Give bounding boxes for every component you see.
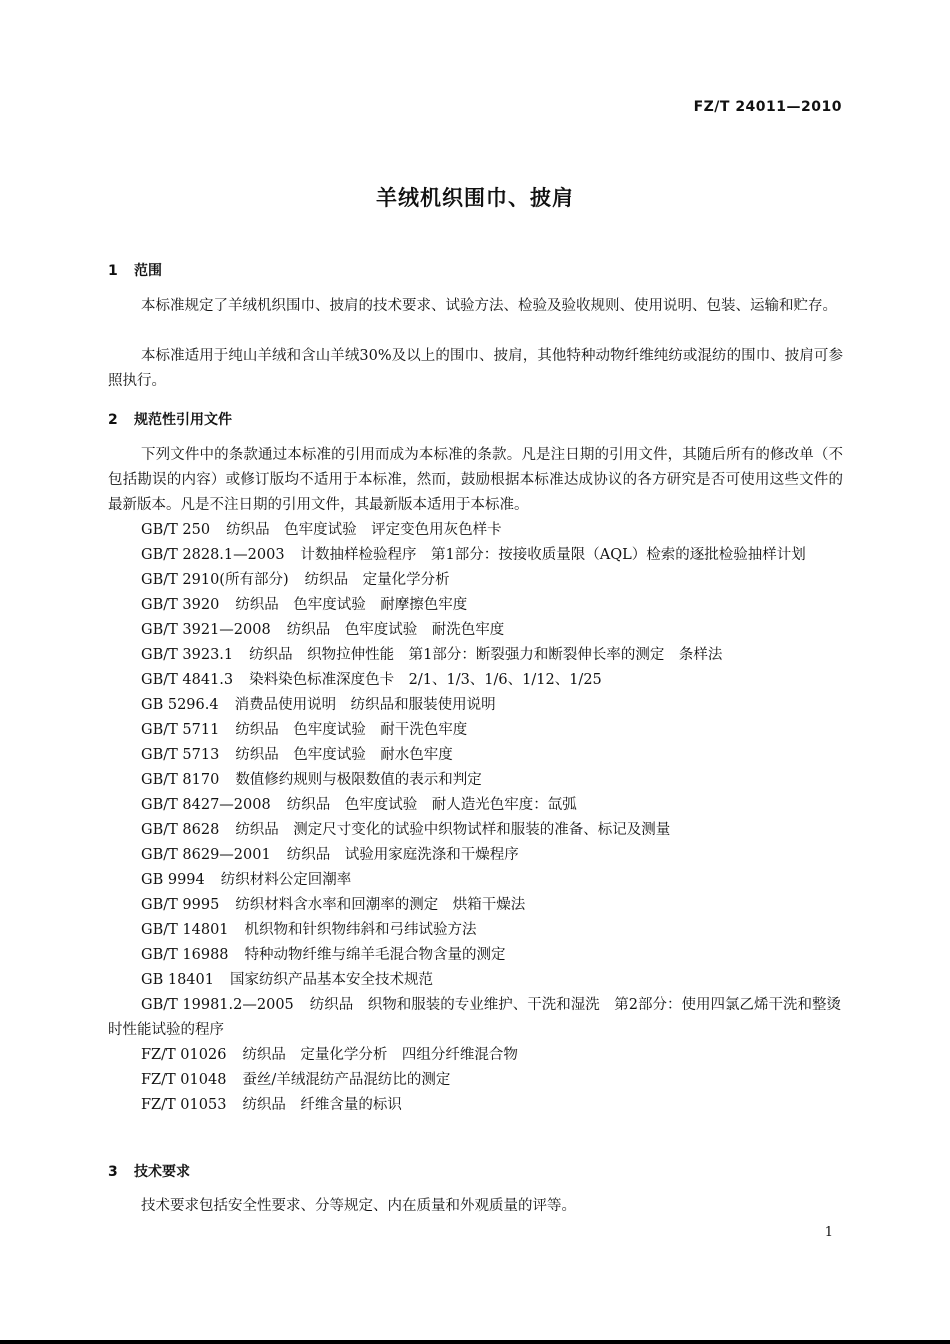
standard-code: FZ/T 24011—2010 bbox=[693, 99, 842, 115]
reference-code: FZ/T 01026 bbox=[141, 1047, 227, 1063]
reference-title: 纺织品 纤维含量的标识 bbox=[242, 1097, 402, 1113]
reference-title: 纺织品 定量化学分析 bbox=[304, 572, 450, 588]
reference-title: 计数抽样检验程序 第1部分：按接收质量限（AQL）检索的逐批检验抽样计划 bbox=[300, 547, 806, 563]
reference-title: 染料染色标准深度色卡 2/1、1/3、1/6、1/12、1/25 bbox=[249, 672, 602, 688]
paragraph: 技术要求包括安全性要求、分等规定、内在质量和外观质量的评等。 bbox=[141, 1198, 576, 1214]
reference-item bbox=[108, 718, 843, 743]
reference-title: 国家纺织产品基本安全技术规范 bbox=[229, 972, 433, 988]
section-1-heading bbox=[108, 260, 162, 280]
reference-code: GB/T 14801 bbox=[141, 922, 229, 938]
reference-title: 消费品使用说明 纺织品和服装使用说明 bbox=[234, 697, 496, 713]
reference-item bbox=[108, 1093, 843, 1118]
reference-item bbox=[108, 543, 843, 568]
paragraph: 下列文件中的条款通过本标准的引用而成为本标准的条款。凡是注日期的引用文件，其随后所有的修改单（不包括勘误的内容）或修订版均不适用于本标准，然而，鼓励根据本标准达成协议的各方研究是否可使用这些文件的最新版本。凡是不注日期的引用文件，其最新版本适用于本标准。 bbox=[108, 447, 843, 513]
reference-title: 纺织品 色牢度试验 耐人造光色牢度：氙弧 bbox=[286, 797, 577, 813]
reference-code: GB/T 3920 bbox=[141, 597, 220, 613]
reference-item bbox=[108, 693, 843, 718]
reference-title: 纺织品 色牢度试验 评定变色用灰色样卡 bbox=[226, 522, 502, 538]
reference-item bbox=[108, 668, 843, 693]
section-number: 1 bbox=[108, 263, 118, 279]
reference-code: GB/T 250 bbox=[141, 522, 211, 538]
reference-title: 纺织品 色牢度试验 耐摩擦色牢度 bbox=[235, 597, 468, 613]
reference-title: 数值修约规则与极限数值的表示和判定 bbox=[235, 772, 482, 788]
reference-code: GB/T 19981.2—2005 bbox=[141, 997, 294, 1013]
section-title: 规范性引用文件 bbox=[134, 412, 232, 428]
reference-title: 纺织品 色牢度试验 耐水色牢度 bbox=[235, 747, 453, 763]
reference-item bbox=[108, 793, 843, 818]
reference-code: GB/T 5713 bbox=[141, 747, 220, 763]
reference-item bbox=[108, 893, 843, 918]
reference-code: GB/T 4841.3 bbox=[141, 672, 234, 688]
reference-item bbox=[108, 643, 843, 668]
reference-code: GB/T 9995 bbox=[141, 897, 220, 913]
reference-code: GB/T 2828.1—2003 bbox=[141, 547, 285, 563]
reference-title: 纺织品 定量化学分析 四组分纤维混合物 bbox=[242, 1047, 518, 1063]
reference-code: GB 18401 bbox=[141, 972, 214, 988]
reference-title: 纺织材料公定回潮率 bbox=[220, 872, 352, 888]
reference-item bbox=[108, 568, 843, 593]
reference-item bbox=[108, 818, 843, 843]
reference-code: GB/T 8170 bbox=[141, 772, 220, 788]
reference-item bbox=[108, 593, 843, 618]
reference-item bbox=[108, 768, 843, 793]
reference-code: GB/T 16988 bbox=[141, 947, 229, 963]
document-title: 羊绒机织围巾、披肩 bbox=[376, 186, 574, 210]
reference-code: GB/T 2910(所有部分) bbox=[141, 572, 289, 588]
section-3-heading bbox=[108, 1161, 190, 1181]
reference-title: 纺织品 试验用家庭洗涤和干燥程序 bbox=[286, 847, 519, 863]
reference-item bbox=[108, 843, 843, 868]
reference-code: GB/T 8629—2001 bbox=[141, 847, 271, 863]
reference-title: 纺织品 织物拉伸性能 第1部分：断裂强力和断裂伸长率的测定 条样法 bbox=[249, 647, 723, 663]
reference-item bbox=[108, 1068, 843, 1093]
reference-code: GB 5296.4 bbox=[141, 697, 219, 713]
section-2-heading bbox=[108, 409, 232, 429]
reference-item bbox=[108, 868, 843, 893]
reference-code: GB 9994 bbox=[141, 872, 205, 888]
section-number: 3 bbox=[108, 1164, 118, 1180]
reference-item bbox=[108, 943, 843, 968]
reference-title: 特种动物纤维与绵羊毛混合物含量的测定 bbox=[244, 947, 506, 963]
reference-title: 纺织品 测定尺寸变化的试验中织物试样和服装的准备、标记及测量 bbox=[235, 822, 671, 838]
reference-code: GB/T 5711 bbox=[141, 722, 220, 738]
reference-item bbox=[108, 993, 843, 1043]
reference-title: 纺织品 色牢度试验 耐干洗色牢度 bbox=[235, 722, 468, 738]
reference-code: GB/T 8427—2008 bbox=[141, 797, 271, 813]
reference-item bbox=[108, 968, 843, 993]
reference-code: FZ/T 01053 bbox=[141, 1097, 227, 1113]
reference-code: GB/T 3921—2008 bbox=[141, 622, 271, 638]
page-number: 1 bbox=[824, 1225, 833, 1240]
section-number: 2 bbox=[108, 412, 118, 428]
reference-title: 纺织材料含水率和回潮率的测定 烘箱干燥法 bbox=[235, 897, 526, 913]
paragraph: 本标准适用于纯山羊绒和含山羊绒30%及以上的围巾、披肩，其他特种动物纤维纯纺或混纺的围巾、披肩可参照执行。 bbox=[108, 348, 843, 389]
reference-item bbox=[108, 743, 843, 768]
reference-item bbox=[108, 618, 843, 643]
bottom-divider bbox=[0, 1340, 950, 1344]
reference-list bbox=[108, 518, 843, 1118]
reference-code: GB/T 3923.1 bbox=[141, 647, 234, 663]
section-title: 技术要求 bbox=[134, 1164, 190, 1180]
reference-code: FZ/T 01048 bbox=[141, 1072, 227, 1088]
reference-title: 蚕丝/羊绒混纺产品混纺比的测定 bbox=[242, 1072, 451, 1088]
reference-item bbox=[108, 518, 843, 543]
section-title: 范围 bbox=[134, 263, 162, 279]
reference-title: 纺织品 色牢度试验 耐洗色牢度 bbox=[286, 622, 505, 638]
reference-code: GB/T 8628 bbox=[141, 822, 220, 838]
reference-item bbox=[108, 1043, 843, 1068]
reference-title: 纺织品 织物和服装的专业维护、干洗和湿洗 第2部分：使用四氯乙烯干洗和整烫时性能试验的程序 bbox=[108, 997, 842, 1038]
reference-title: 机织物和针织物纬斜和弓纬试验方法 bbox=[244, 922, 477, 938]
reference-item bbox=[108, 918, 843, 943]
paragraph: 本标准规定了羊绒机织围巾、披肩的技术要求、试验方法、检验及验收规则、使用说明、包装、运输和贮存。 bbox=[141, 298, 837, 314]
